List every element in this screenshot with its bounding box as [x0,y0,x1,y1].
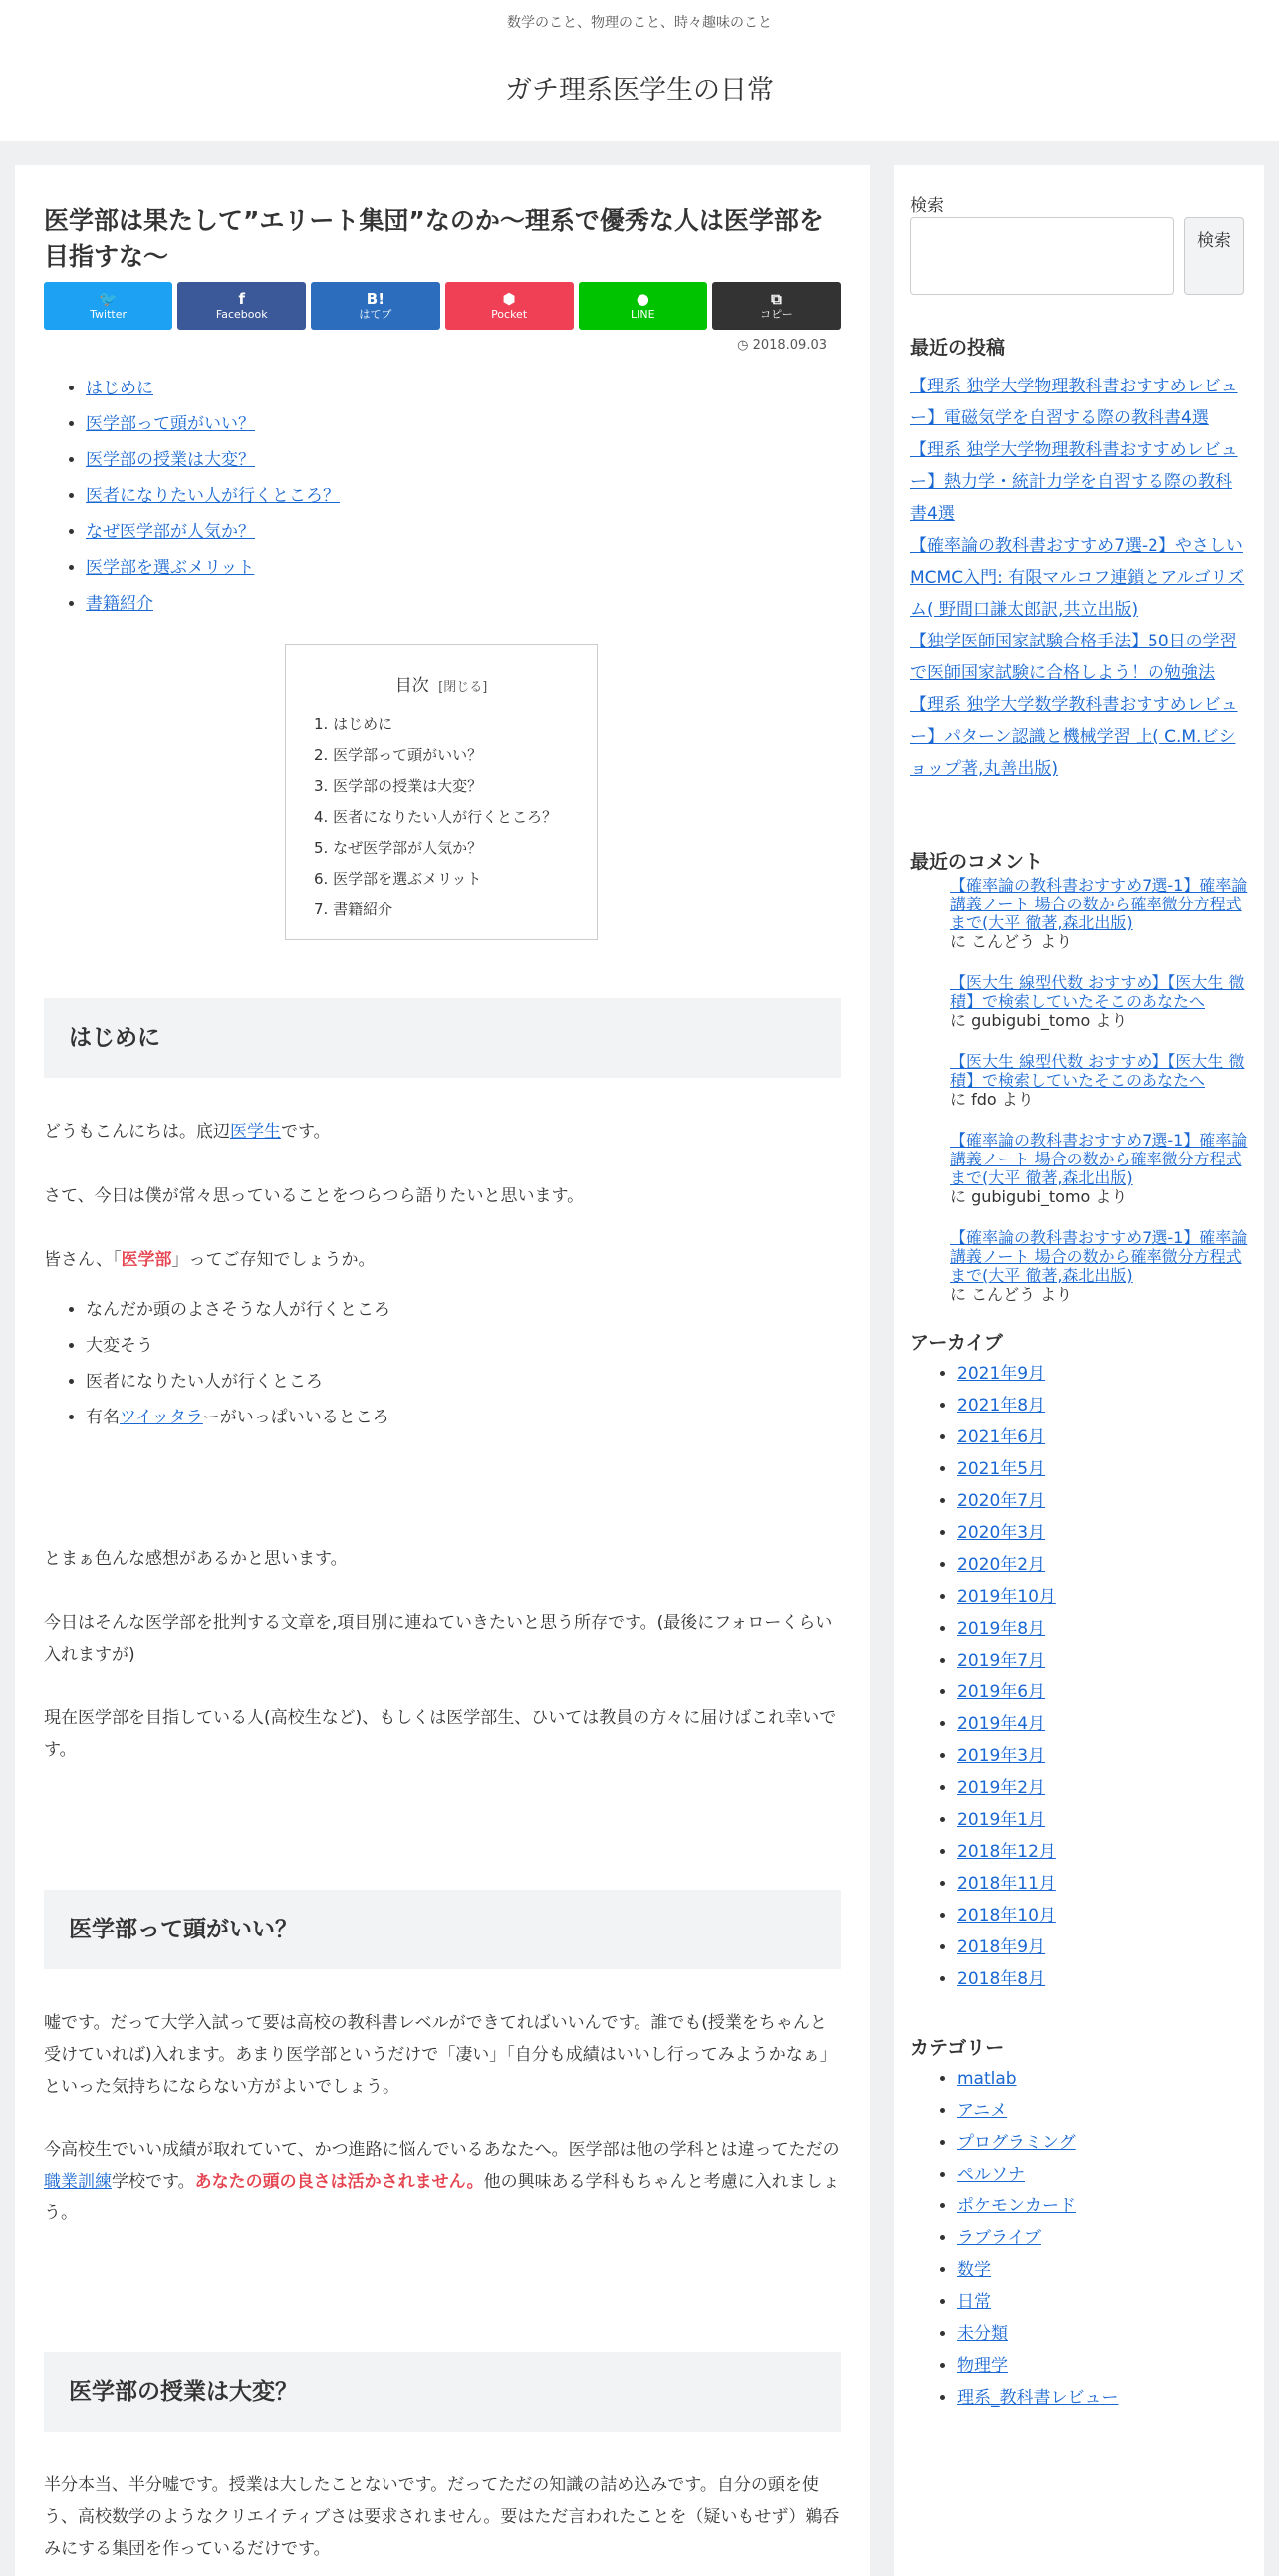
archive-link[interactable]: 2020年2月 [957,1555,1046,1575]
toc-item[interactable]: 4. 医者になりたい人が行くところ？ [314,808,558,826]
archive-link[interactable]: 2019年10月 [957,1587,1056,1607]
はてブ-share-button[interactable] [311,282,439,330]
section-heading: 医学部の授業は大変？ [44,2352,841,2432]
search-input[interactable] [910,217,1174,295]
share-button-label: Twitter [90,308,128,321]
post-date [737,338,827,353]
list-item: • 医者になりたい人が行くところ [86,1364,390,1400]
toc-item[interactable]: 1. はじめに [314,715,393,733]
share-button-label: LINE [630,308,655,321]
section-link[interactable]: 医学部の授業は大変？ [86,450,255,470]
recent-post-link[interactable]: 【独学医師国家試験合格手法】50日の学習で医師国家試験に合格しよう！の勉強法 [910,632,1237,683]
list-item [957,1804,1056,1836]
toc-item[interactable]: 6. 医学部を選ぶメリット [314,870,482,888]
list-item [86,478,340,514]
archive-link[interactable]: 2019年4月 [957,1714,1046,1734]
paragraph: とまぁ色んな感想があるかと思います。 [44,1549,348,1569]
comment-author-text: に gubigubi_tomo より [950,1011,1128,1030]
hatebu-icon: B! [366,290,385,308]
paragraph-text: 皆さん、「 [44,1250,122,1270]
list-item [957,1549,1056,1581]
comment-author-text: に こんどう より [950,1285,1073,1304]
post-date-text: 2018.09.03 [752,338,827,353]
list-item [86,550,340,586]
list-item [957,1390,1056,1421]
list-item [957,1963,1056,1995]
paragraph: さて、今日は僕が常々思っていることをつらつら語りたいと思います。 [44,1186,585,1206]
toc-item[interactable]: 7. 書籍紹介 [314,901,393,918]
category-link[interactable]: アニメ [957,2101,1008,2121]
list-item [957,1868,1056,1900]
toc-item[interactable]: 3. 医学部の授業は大変？ [314,777,483,795]
inline-link[interactable]: 職業訓練 [44,2172,112,2191]
recent-post-link[interactable]: 【理系 独学大学物理教科書おすすめレビュー】熱力学・統計力学を自習する際の教科書4選 [910,440,1238,524]
list-item [957,1517,1056,1549]
list-item [86,442,340,478]
paragraph: 今日はそんな医学部を批判する文章を,項目別に連ねていきたいと思う所存です。(最後にフォローくらい入れますが) [44,1613,833,1665]
comment-item [950,1131,1249,1206]
category-link[interactable]: matlab [957,2069,1017,2089]
archive-link[interactable]: 2020年7月 [957,1491,1046,1511]
table-of-contents [285,644,598,940]
pocket-icon: ⬢ [502,290,516,308]
top-link-list [59,371,340,622]
archive-link[interactable]: 2019年6月 [957,1682,1046,1702]
list-item [957,2190,1119,2222]
paragraph-text: 」ってご存知でしょうか。 [171,1250,376,1270]
recent-post-link[interactable]: 【理系 独学大学数学教科書おすすめレビュー】パターン認識と機械学習 上( C.M.ビショップ著,丸善出版) [910,695,1238,779]
comment-author-text: に fdo より [950,1090,1034,1109]
archive-link[interactable]: 2018年10月 [957,1906,1056,1926]
archive-link[interactable]: 2019年3月 [957,1746,1046,1766]
paragraph-text: 学校です。 [112,2172,195,2191]
list-item [86,514,340,550]
archive-link[interactable]: 2019年1月 [957,1810,1046,1830]
share-button-label: はてブ [359,308,392,321]
list-item [957,2159,1119,2190]
share-button-label: Pocket [491,308,528,321]
list-item [957,2127,1119,2159]
paragraph [44,2134,843,2229]
section-link[interactable]: 医者になりたい人が行くところ？ [86,486,340,506]
copy-icon: ⧉ [771,290,782,308]
list-item [957,2095,1119,2127]
toc-close-button[interactable]: [閉じる] [438,680,488,695]
comment-post-link[interactable]: 【医大生 線型代数 おすすめ】【医大生 微積】で検索していたそこのあなたへ [950,1052,1245,1090]
twitter-share-button[interactable] [44,282,172,330]
share-button-label: Facebook [215,308,268,321]
list-item [957,2063,1119,2095]
comment-post-link[interactable]: 【確率論の教科書おすすめ7選-1】確率論 講義ノート 場合の数から確率微分方程式まで(大平 徹著,森北出版) [950,876,1248,932]
section-heading: はじめに [44,998,841,1078]
section-link[interactable]: 医学部を選ぶメリット [86,558,255,578]
list-item [957,1485,1056,1517]
paragraph: 現在医学部を目指している人(高校生など)、もしくは医学部生、ひいては教員の方々に届けばこれ幸いです。 [44,1708,837,1760]
section-link[interactable]: なぜ医学部が人気か？ [86,522,255,542]
list-item [957,1740,1056,1772]
section-heading: 医学部って頭がいい？ [44,1890,841,1969]
paragraph: 半分本当、半分嘘です。授業は大したことないです。だってただの知識の詰め込みです。自分の頭を使う、高校数学のようなクリエイティブさは要求されません。要はただ言われたことを（疑いもせず）鵜呑みにする集団を作っているだけです。 [44,2475,840,2559]
category-link[interactable]: ペルソナ [957,2165,1025,2185]
archive-link[interactable]: 2019年2月 [957,1778,1046,1798]
archive-link[interactable]: 2021年9月 [957,1364,1046,1384]
comment-author-text: に こんどう より [950,932,1073,951]
recent-posts-title: 最近の投稿 [910,337,1006,359]
list-item [957,1932,1056,1963]
category-list [937,2063,1119,2414]
inline-link[interactable]: 医学生 [230,1122,281,1142]
search-button[interactable]: 検索 [1184,217,1244,295]
paragraph [44,1116,843,1148]
list-item [957,2286,1119,2318]
list-item [957,1645,1056,1676]
list-item [957,2254,1119,2286]
list-item: • なんだか頭のよさそうな人が行くところ [86,1292,390,1328]
site-header [0,0,1279,141]
list-item [86,406,340,442]
share-button-label: コピー [760,308,793,321]
comment-item [950,876,1249,951]
paragraph-text: 他の興味ある学科もちゃんと考慮に入れましょう。 [44,2172,840,2223]
archive-link[interactable]: 2019年7月 [957,1651,1046,1671]
section-link[interactable]: 書籍紹介 [86,594,153,614]
archive-link[interactable]: 2021年8月 [957,1396,1046,1416]
archive-link[interactable]: 2018年8月 [957,1969,1046,1989]
site-tagline: 数学のこと、物理のこと、時々趣味のこと [507,15,772,31]
emphasis-text: あなたの頭の良さは活かされません。 [194,2172,484,2191]
category-link[interactable]: 理系_教科書レビュー [957,2388,1119,2408]
recent-comments-list [950,876,1249,1326]
bullet-list [59,1292,390,1435]
section-link[interactable]: はじめに [86,379,153,398]
archive-link[interactable]: 2020年3月 [957,1523,1046,1543]
paragraph [44,1244,843,1276]
archive-link[interactable]: 2021年5月 [957,1459,1046,1479]
emphasis-text: 医学部 [121,1250,172,1270]
list-item [957,1581,1056,1613]
toc-title [286,671,597,696]
list-item [957,1676,1056,1708]
clock-icon: ◷ [737,338,749,353]
list-item [86,586,340,622]
archive-list [937,1358,1056,1995]
list-item [957,2222,1119,2254]
main-content [15,165,870,2576]
comment-item [950,973,1249,1030]
list-item [957,1900,1056,1932]
comment-item [950,1228,1249,1304]
list-item: • 大変そう [86,1328,390,1364]
list-item [957,2350,1119,2382]
list-item [86,1400,390,1435]
line-icon: ● [636,290,649,308]
category-link[interactable]: ポケモンカード [957,2196,1076,2216]
list-item [957,1836,1056,1868]
category-link[interactable]: 日常 [957,2292,991,2312]
paragraph-text: です。 [281,1122,331,1142]
paragraph-text: どうもこんにちは。底辺 [44,1122,230,1142]
toc-item[interactable]: 5. なぜ医学部が人気か？ [314,839,483,857]
section-link[interactable]: 医学部って頭がいい？ [86,414,255,434]
archive-title: アーカイブ [910,1332,1003,1354]
twitter-icon: 🐦 [99,290,118,308]
category-link[interactable]: 数学 [957,2260,991,2280]
list-item [86,371,340,406]
list-item [957,2382,1119,2414]
list-item [957,1358,1056,1390]
search-label: 検索 [910,196,944,216]
inline-link[interactable]: ツイッタラ [120,1408,203,1427]
paragraph: 嘘です。だって大学入試って要は高校の教科書レベルができてればいいんです。誰でも(授業をちゃんと受けていれば)入れます。あまり医学部というだけで「凄い」「自分も成績はいいし行ってみようかなぁ」といった気持ちにならない方がよいでしょう。 [44,2013,837,2097]
strike-text: 有名 [86,1408,120,1427]
category-title: カテゴリー [910,2037,1005,2059]
strike-text: ーがいっぱいいるところ [202,1408,389,1427]
list-item [957,1772,1056,1804]
toc-title-text: 目次 [394,676,429,696]
archive-link[interactable]: 2019年8月 [957,1619,1046,1639]
コピー-share-button[interactable] [712,282,841,330]
recent-comments-title: 最近のコメント [910,851,1044,873]
comment-post-link[interactable]: 【医大生 線型代数 おすすめ】【医大生 微積】で検索していたそこのあなたへ [950,973,1245,1011]
list-item [957,1613,1056,1645]
comment-post-link[interactable]: 【確率論の教科書おすすめ7選-1】確率論 講義ノート 場合の数から確率微分方程式まで(大平 徹著,森北出版) [950,1131,1248,1187]
entry-title: 医学部は果たして”エリート集団”なのか～理系で優秀な人は医学部を目指すな～ [44,206,824,271]
recent-post-link[interactable]: 【確率論の教科書おすすめ7選-2】やさしいMCMC入門: 有限マルコフ連鎖とアルゴリズム( 野間口謙太郎訳,共立出版) [910,536,1245,620]
archive-link[interactable]: 2018年11月 [957,1874,1056,1894]
comment-item [950,1052,1249,1109]
facebook-icon: f [238,290,246,308]
archive-link[interactable]: 2018年9月 [957,1937,1046,1957]
toc-item[interactable]: 2. 医学部って頭がいい？ [314,746,483,764]
comment-author-text: に gubigubi_tomo より [950,1187,1128,1206]
pocket-share-button[interactable] [445,282,574,330]
line-share-button[interactable] [579,282,707,330]
category-link[interactable]: プログラミング [957,2133,1076,2153]
recent-post-link[interactable]: 【理系 独学大学物理教科書おすすめレビュー】電磁気学を自習する際の教科書4選 [910,377,1238,428]
list-item [957,1708,1056,1740]
category-link[interactable]: 未分類 [957,2324,1008,2344]
share-buttons [44,282,841,330]
toc-list [314,709,557,925]
site-name[interactable]: ガチ理系医学生の日常 [505,75,774,106]
category-link[interactable]: 物理学 [957,2356,1008,2376]
sidebar [894,165,1264,2576]
list-item [957,2318,1119,2350]
facebook-share-button[interactable] [177,282,306,330]
archive-link[interactable]: 2021年6月 [957,1427,1046,1447]
comment-post-link[interactable]: 【確率論の教科書おすすめ7選-1】確率論 講義ノート 場合の数から確率微分方程式まで(大平 徹著,森北出版) [950,1228,1248,1285]
category-link[interactable]: ラブライブ [957,2228,1041,2248]
list-item [957,1453,1056,1485]
recent-posts-list [910,371,1245,785]
paragraph-text: 今高校生でいい成績が取れていて、かつ進路に悩んでいるあなたへ。医学部は他の学科とは違ってただの [44,2140,840,2160]
archive-link[interactable]: 2018年12月 [957,1842,1056,1862]
list-item [957,1421,1056,1453]
